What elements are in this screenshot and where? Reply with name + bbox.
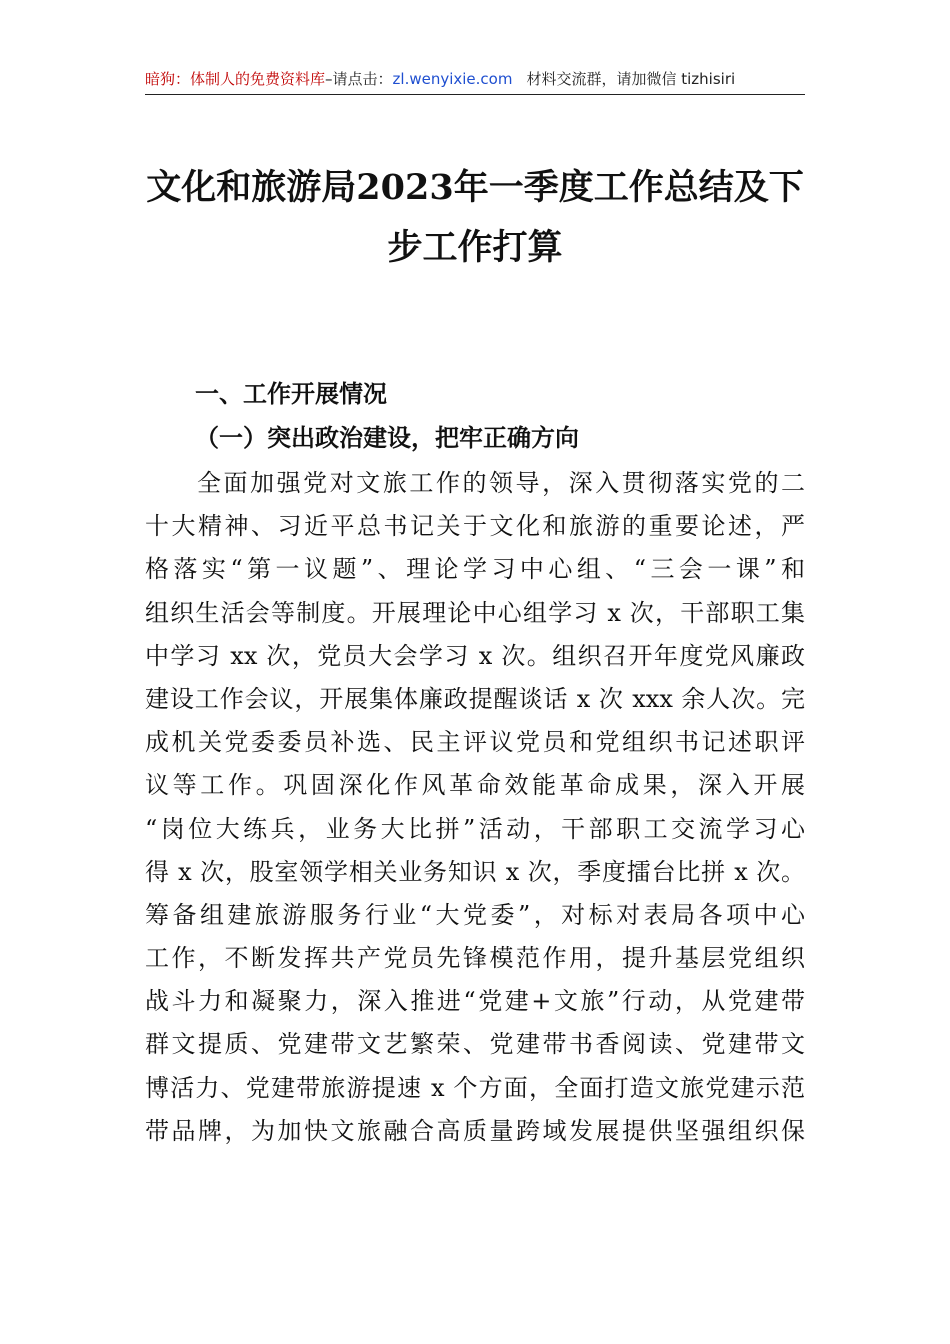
paragraph-line: 全面加强党对文旅工作的领导，深入贯彻落实党的二 — [197, 469, 805, 497]
header-url-link[interactable]: zl.wenyixie.com — [392, 70, 513, 88]
section-heading: 一、工作开展情况 — [195, 380, 387, 408]
body-paragraph — [145, 462, 805, 1153]
paragraph-line: 成机关党委委员补选、民主评议党员和党组织书记述职评 — [145, 728, 805, 757]
header-brand: 暗狗：体制人的免费资料库 — [145, 70, 326, 88]
paragraph-line: 博活力、党建带旅游提速 x 个方面，全面打造文旅党建示范 — [145, 1073, 805, 1102]
paragraph-line: 组织生活会等制度。开展理论中心组学习 x 次，干部职工集 — [145, 598, 805, 627]
paragraph-line: 议等工作。巩固深化作风革命效能革命成果，深入开展 — [145, 771, 805, 800]
title-line-1: 文化和旅游局2023年一季度工作总结及下 — [146, 167, 804, 208]
subsection-heading: （一）突出政治建设，把牢正确方向 — [195, 423, 579, 452]
document-title — [120, 158, 830, 278]
paragraph-line: 群文提质、党建带文艺繁荣、党建带书香阅读、党建带文 — [145, 1030, 805, 1059]
paragraph-line: 带品牌，为加快文旅融合高质量跨域发展提供坚强组织保 — [145, 1116, 805, 1145]
header-prompt: –请点击： — [325, 70, 393, 88]
paragraph-line: 筹备组建旅游服务行业“大党委”，对标对表局各项中心 — [145, 900, 805, 929]
title-line-2: 步工作打算 — [387, 227, 563, 268]
paragraph-line: “岗位大练兵，业务大比拼”活动，干部职工交流学习心 — [145, 814, 805, 843]
paragraph-line: 战斗力和凝聚力，深入推进“党建+文旅”行动，从党建带 — [145, 987, 805, 1016]
header-wechat: 材料交流群，请加微信 tizhisiri — [526, 70, 736, 88]
page-header — [145, 64, 805, 95]
paragraph-line: 工作，不断发挥共产党员先锋模范作用，提升基层党组织 — [145, 944, 805, 973]
paragraph-line: 格落实“第一议题”、理论学习中心组、“三会一课”和 — [145, 555, 805, 584]
paragraph-line: 中学习 xx 次，党员大会学习 x 次。组织召开年度党风廉政 — [145, 641, 805, 670]
paragraph-line: 十大精神、习近平总书记关于文化和旅游的重要论述，严 — [145, 512, 805, 541]
paragraph-line: 建设工作会议，开展集体廉政提醒谈话 x 次 xxx 余人次。完 — [145, 684, 805, 713]
paragraph-line: 得 x 次，股室领学相关业务知识 x 次，季度擂台比拼 x 次。 — [145, 857, 805, 886]
